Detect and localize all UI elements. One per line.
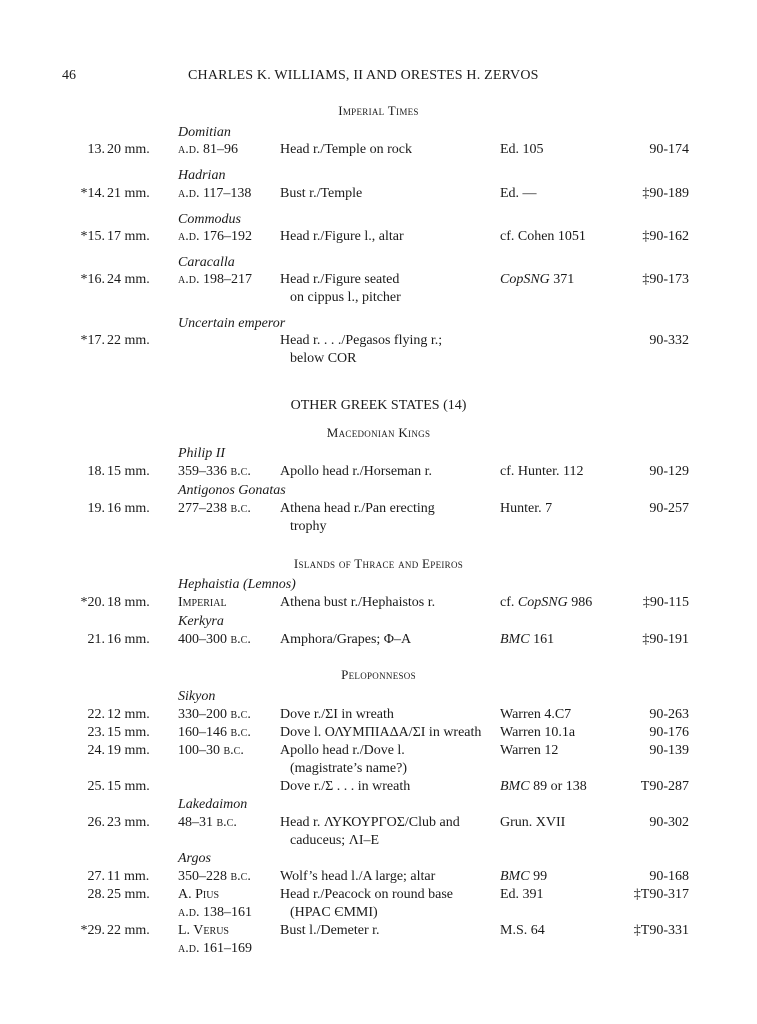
entry-reference: CopSNG 371 [500, 272, 575, 287]
ruler-label: Caracalla [178, 255, 235, 270]
entry-inventory: 90-263 [649, 707, 689, 722]
entry-inventory: ‡90-189 [642, 186, 689, 201]
entry-inventory: 90-332 [649, 333, 689, 348]
entry-number: *16. [80, 272, 105, 287]
entry-inventory: T90-287 [640, 779, 689, 794]
entry-reference: BMC 99 [500, 869, 548, 884]
entry-size: 12 mm. [107, 707, 150, 722]
entry-number: *17. [80, 333, 105, 348]
entry-size: 25 mm. [107, 887, 150, 902]
entry-inventory: 90-174 [649, 142, 689, 157]
entry-size: 22 mm. [107, 923, 150, 938]
entry-reference: cf. Hunter. 112 [500, 464, 584, 479]
entry-description: Head r. . . ./Pegasos flying r.; [280, 333, 443, 348]
ruler-label: Uncertain emperor [178, 316, 286, 331]
entry-date: 277–238 b.c. [178, 501, 251, 516]
ruler-label: Sikyon [178, 689, 216, 704]
entry-date: 48–31 b.c. [178, 815, 237, 830]
entry-inventory: ‡T90-317 [633, 887, 689, 902]
entry-date: 100–30 b.c. [178, 743, 244, 758]
entry-description-continued: below COR [290, 351, 357, 366]
entry-size: 22 mm. [107, 333, 150, 348]
entry-description-continued: (ΗΡΑϹ ЄΜΜΙ) [290, 905, 378, 920]
entry-number: 24. [87, 743, 105, 758]
entry-reference: BMC 161 [500, 632, 555, 647]
entry-reference: Hunter. 7 [500, 501, 553, 516]
entry-number: *20. [80, 595, 105, 610]
entry-size: 24 mm. [107, 272, 150, 287]
entry-reference: Ed. — [500, 186, 537, 201]
ruler-label: Kerkyra [178, 614, 224, 629]
ruler-label: Domitian [178, 125, 231, 140]
entry-reference: BMC 89 or 138 [500, 779, 587, 794]
entry-reference: Ed. 391 [500, 887, 544, 902]
entry-description: Head r./Figure l., altar [280, 229, 404, 244]
entry-date: a.d. 117–138 [178, 186, 252, 201]
entry-size: 23 mm. [107, 815, 150, 830]
entry-inventory: ‡90-162 [642, 229, 689, 244]
entry-date: L. Verus [178, 923, 229, 938]
ruler-label: Lakedaimon [178, 797, 248, 812]
section-macedonian-kings: Macedonian Kings [326, 425, 431, 440]
entry-date: a.d. 81–96 [178, 142, 238, 157]
entry-number: 13. [87, 142, 105, 157]
entry-inventory: 90-302 [649, 815, 689, 830]
entry-description: Dove l. ΟΛΥΜΠΙΑΔΑ/ΣΙ in wreath [280, 725, 482, 740]
entry-date: 330–200 b.c. [178, 707, 251, 722]
ruler-label: Antigonos Gonatas [178, 483, 286, 498]
entry-description-continued: trophy [290, 519, 327, 534]
entry-reference: Warren 12 [500, 743, 559, 758]
entry-number: 19. [87, 501, 105, 516]
entry-number: 18. [87, 464, 105, 479]
section-other-greek-states: OTHER GREEK STATES (14) [290, 398, 467, 413]
entry-inventory: ‡90-115 [642, 595, 689, 610]
entry-description: Apollo head r./Horseman r. [280, 464, 433, 479]
ruler-label: Philip II [178, 446, 226, 461]
entry-inventory: ‡T90-331 [633, 923, 689, 938]
entry-size: 19 mm. [107, 743, 150, 758]
entry-description: Bust r./Temple [280, 186, 363, 201]
entry-size: 17 mm. [107, 229, 150, 244]
entry-reference: cf. CopSNG 986 [500, 595, 593, 610]
entry-number: 26. [87, 815, 105, 830]
entry-description: Head r. ΛΥΚΟΥΡΓΟΣ/Club and [280, 815, 460, 830]
entry-date: a.d. 176–192 [178, 229, 252, 244]
entry-reference: Warren 4.C7 [500, 707, 572, 722]
ruler-label: Hadrian [178, 168, 226, 183]
entry-description: Head r./Temple on rock [280, 142, 412, 157]
entry-description-continued: on cippus l., pitcher [290, 290, 401, 305]
entry-number: *29. [80, 923, 105, 938]
entry-date: 160–146 b.c. [178, 725, 251, 740]
entry-reference: Grun. XVII [500, 815, 566, 830]
entry-number: 22. [87, 707, 105, 722]
entry-description: Athena head r./Pan erecting [280, 501, 435, 516]
entry-description: Head r./Figure seated [280, 272, 400, 287]
entry-inventory: ‡90-191 [642, 632, 689, 647]
entry-date: 400–300 b.c. [178, 632, 251, 647]
entry-description: Wolf’s head l./A large; altar [280, 869, 436, 884]
entry-size: 16 mm. [107, 501, 150, 516]
entry-size: 16 mm. [107, 632, 150, 647]
entry-inventory: ‡90-173 [642, 272, 689, 287]
entry-description: Dove r./Σ . . . in wreath [280, 779, 411, 794]
entry-reference: cf. Cohen 1051 [500, 229, 586, 244]
entry-number: 28. [87, 887, 105, 902]
entry-date: 350–228 b.c. [178, 869, 251, 884]
entry-inventory: 90-168 [649, 869, 689, 884]
entry-reference: Ed. 105 [500, 142, 544, 157]
entry-number: 23. [87, 725, 105, 740]
page-number: 46 [62, 68, 76, 83]
entry-size: 20 mm. [107, 142, 150, 157]
entry-size: 15 mm. [107, 464, 150, 479]
ruler-label: Hephaistia (Lemnos) [178, 577, 296, 592]
ruler-label: Argos [178, 851, 211, 866]
ruler-label: Commodus [178, 212, 242, 227]
entry-size: 15 mm. [107, 725, 150, 740]
entry-reference: Warren 10.1a [500, 725, 576, 740]
entry-number: 25. [87, 779, 105, 794]
entry-date: 359–336 b.c. [178, 464, 251, 479]
entry-inventory: 90-129 [649, 464, 689, 479]
entry-date: Imperial [178, 595, 227, 610]
entry-inventory: 90-176 [649, 725, 689, 740]
entry-description: Bust l./Demeter r. [280, 923, 380, 938]
entry-size: 21 mm. [107, 186, 150, 201]
entry-number: *14. [80, 186, 105, 201]
entry-date: A. Pius [178, 887, 220, 902]
section-peloponnesos: Peloponnesos [341, 667, 416, 682]
entry-size: 15 mm. [107, 779, 150, 794]
entry-size: 18 mm. [107, 595, 150, 610]
section-imperial-times: Imperial Times [338, 103, 419, 118]
entry-date-continued: a.d. 138–161 [178, 905, 252, 920]
entry-description: Athena bust r./Hephaistos r. [280, 595, 436, 610]
entry-reference: M.S. 64 [500, 923, 545, 938]
entry-date: a.d. 198–217 [178, 272, 252, 287]
entry-inventory: 90-257 [649, 501, 689, 516]
entry-description-continued: (magistrate’s name?) [290, 761, 408, 776]
entry-number: 21. [87, 632, 105, 647]
running-title: CHARLES K. WILLIAMS, II AND ORESTES H. ZERVOS [188, 68, 539, 83]
entry-size: 11 mm. [107, 869, 150, 884]
entry-description: Head r./Peacock on round base [280, 887, 453, 902]
entry-inventory: 90-139 [649, 743, 689, 758]
entry-date-continued: a.d. 161–169 [178, 941, 252, 956]
section-islands: Islands of Thrace and Epeiros [293, 556, 464, 571]
entry-description: Dove r./ΣΙ in wreath [280, 707, 394, 722]
entry-number: 27. [87, 869, 105, 884]
entry-description: Amphora/Grapes; Φ–A [280, 632, 412, 647]
entry-description: Apollo head r./Dove l. [280, 743, 405, 758]
entry-description-continued: caduceus; ΛΙ–Ε [290, 833, 380, 848]
entry-number: *15. [80, 229, 105, 244]
